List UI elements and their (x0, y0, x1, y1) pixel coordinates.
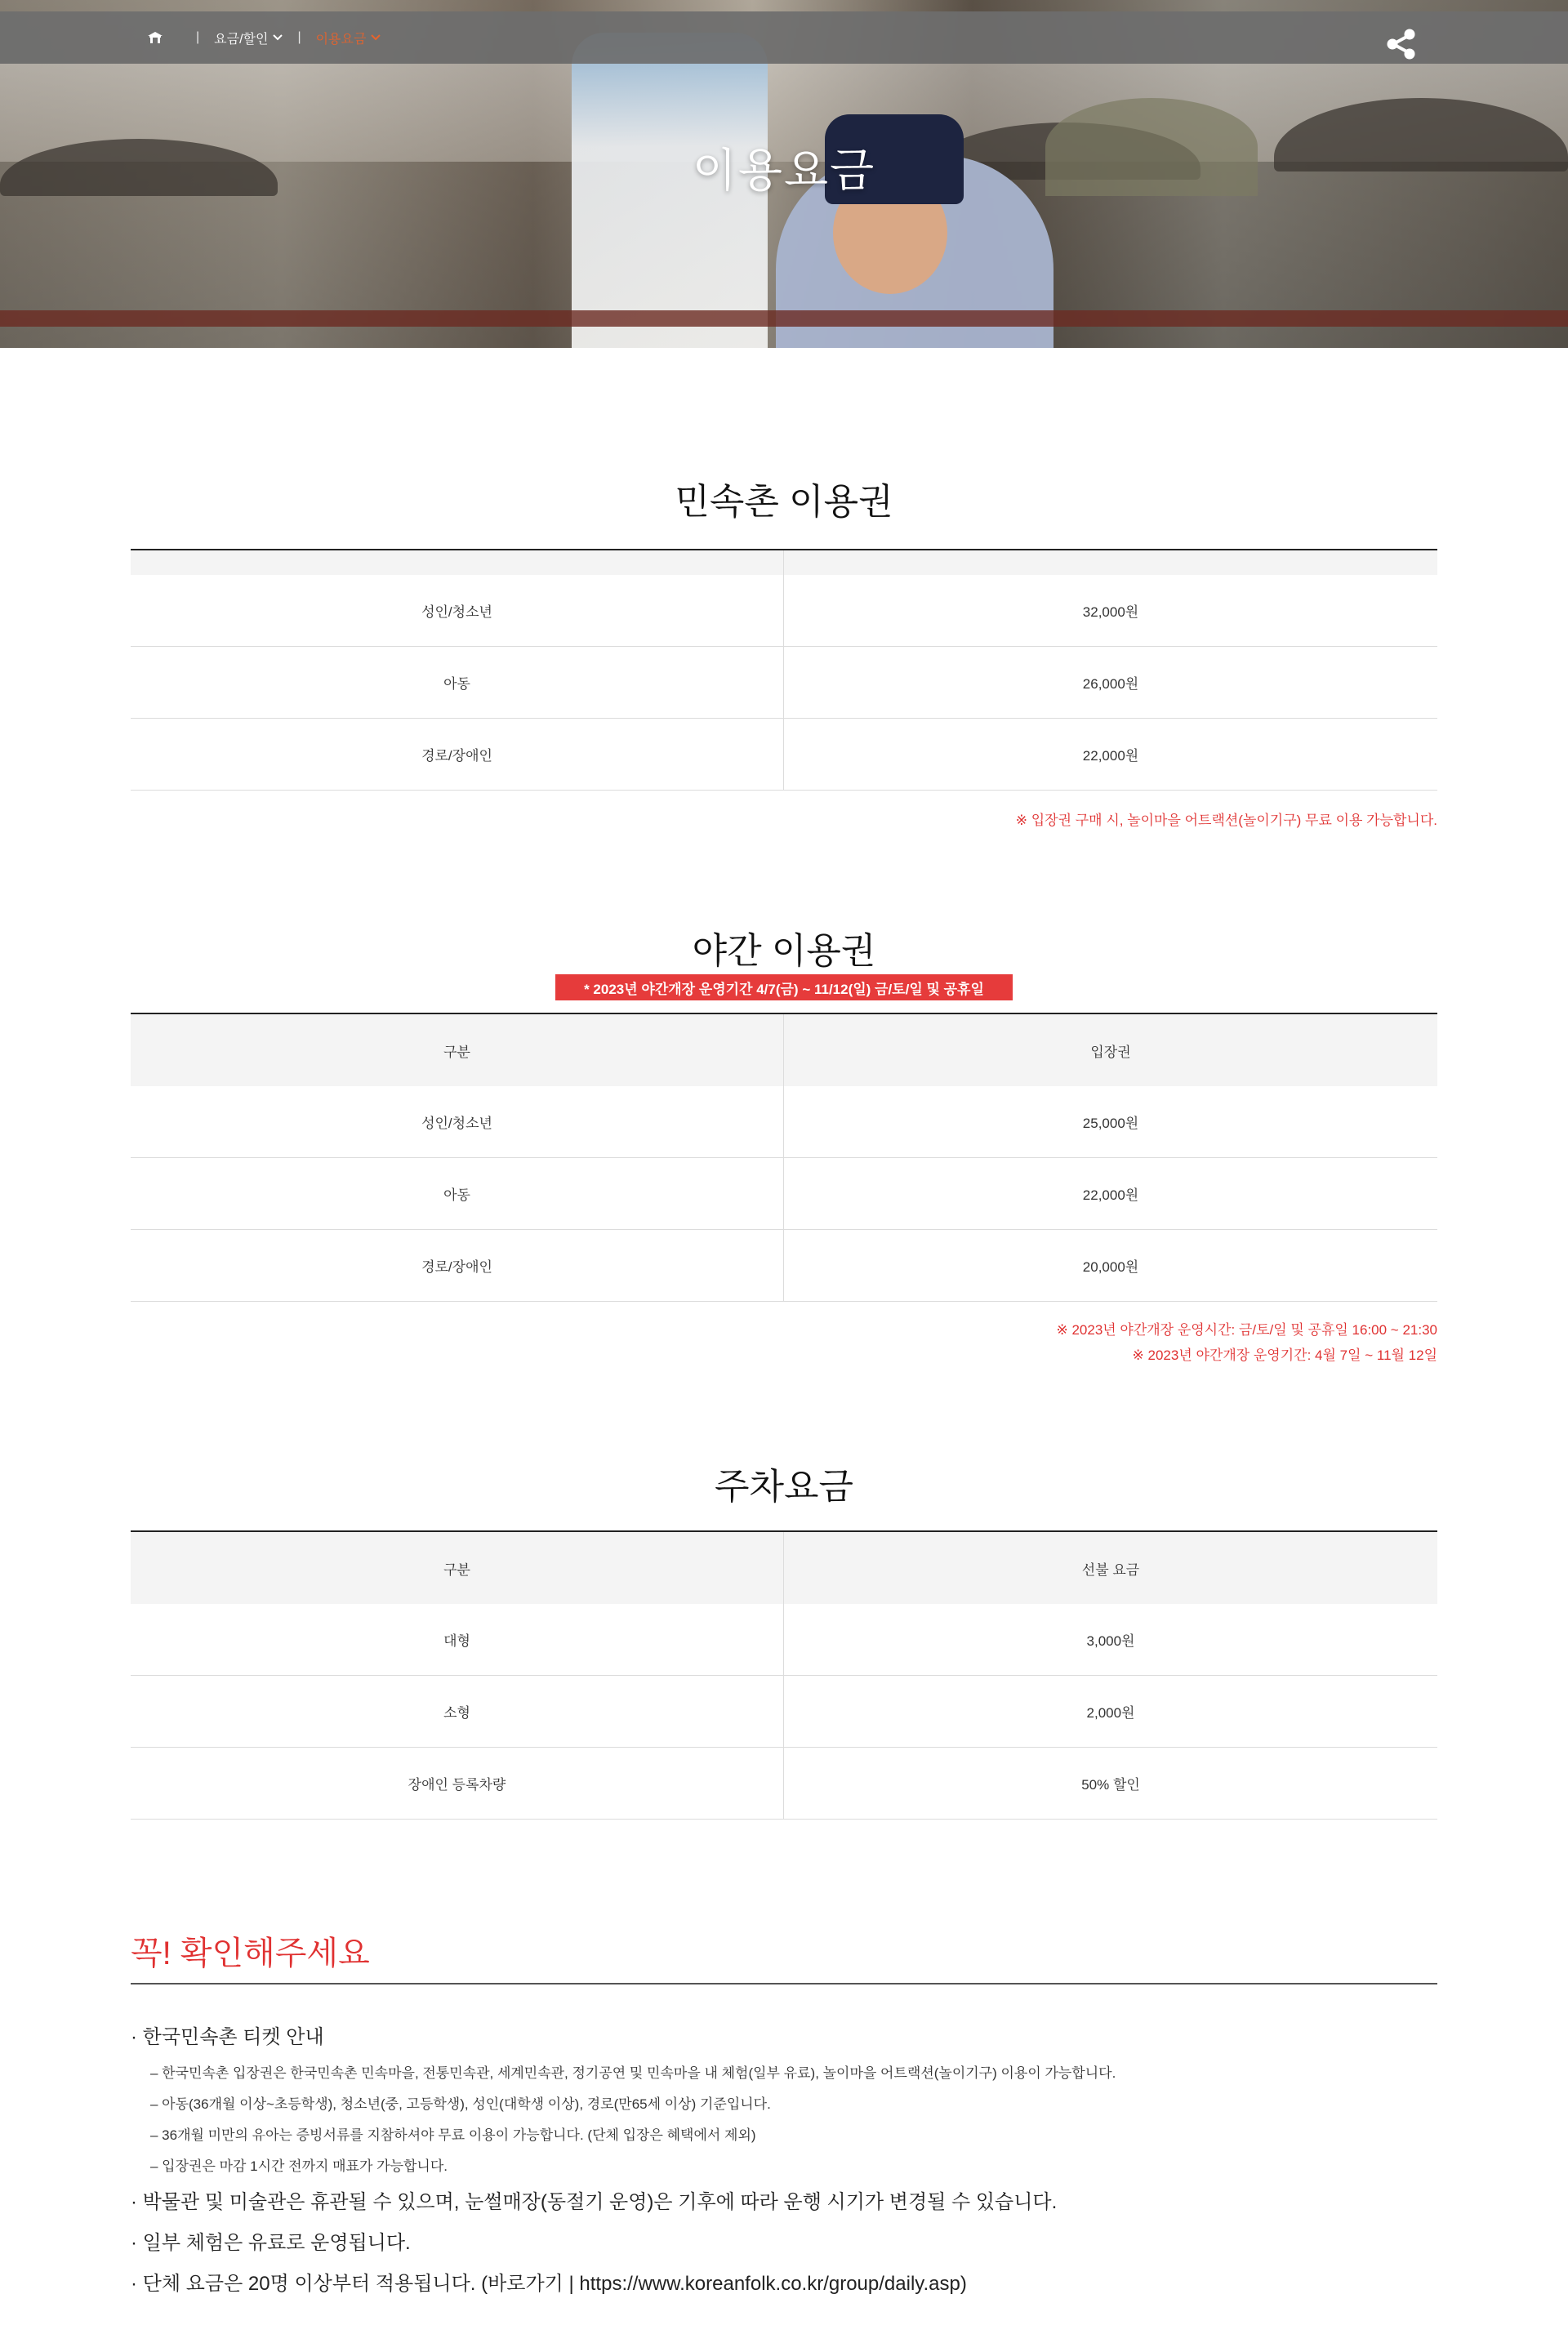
breadcrumb-item-usage-fee[interactable] (316, 29, 381, 47)
folk-pass-title: 민속촌 이용권 (675, 482, 893, 522)
table-cell-category: 경로/장애인 (131, 719, 784, 790)
table-header-cell: 선불 요금 (1081, 1561, 1140, 1578)
notice-item: · 한국민속촌 티켓 안내 (131, 2026, 324, 2048)
breadcrumb-separator: | (196, 30, 200, 44)
night-pass-note: ※ 2023년 야간개장 운영시간: 금/토/일 및 공휴일 16:00 ~ 21:30 (1056, 1322, 1437, 1338)
table-cell-price: 32,000원 (1082, 604, 1139, 620)
table-header-row (131, 1014, 1437, 1086)
table-row (131, 1230, 1437, 1302)
chevron-down-icon (371, 34, 381, 41)
table-cell-price: 22,000원 (1082, 748, 1139, 764)
table-header-cell: 구분 (131, 1014, 784, 1086)
table-cell-category: 대형 (131, 1604, 784, 1675)
table-row (131, 1158, 1437, 1230)
table-cell-price: 2,000원 (1086, 1705, 1135, 1721)
breadcrumb-item-label: 요금/할인 (214, 32, 269, 47)
table-row (131, 1676, 1437, 1748)
folk-pass-table (131, 549, 1437, 791)
parking-title: 주차요금 (714, 1467, 853, 1507)
table-cell-category: 장애인 등록차량 (131, 1748, 784, 1819)
table-cell-price: 3,000원 (1086, 1633, 1135, 1649)
table-header-row (131, 550, 1437, 575)
breadcrumb-item-fees[interactable] (214, 29, 283, 47)
notice-title: 꼭! 확인해주세요 (131, 1936, 370, 1971)
table-header-cell (784, 550, 1437, 575)
breadcrumb-separator: | (297, 30, 301, 44)
table-cell-category: 아동 (131, 1158, 784, 1229)
night-pass-badge: * 2023년 야간개장 운영기간 4/7(금) ~ 11/12(일) 금/토/일 및 공휴일 (555, 974, 1013, 1000)
table-cell-category: 경로/장애인 (131, 1230, 784, 1301)
table-cell-price: 22,000원 (1082, 1187, 1139, 1203)
notice-item: · 박물관 및 미술관은 휴관될 수 있으며, 눈썰매장(동절기 운영)은 기후에 따라 운행 시기가 변경될 수 있습니다. (131, 2191, 1058, 2213)
table-cell-category: 성인/청소년 (131, 1086, 784, 1157)
notice-subitem: – 36개월 미만의 유아는 증빙서류를 지참하셔야 무료 이용이 가능합니다. (단체 입장은 혜택에서 제외) (150, 2127, 756, 2143)
table-cell-category: 아동 (131, 647, 784, 718)
table-row (131, 719, 1437, 791)
notice-subitem: – 입장권은 마감 1시간 전까지 매표가 가능합니다. (150, 2158, 448, 2174)
table-cell-price: 26,000원 (1082, 676, 1139, 692)
breadcrumb-bar (0, 11, 1568, 64)
table-row (131, 1086, 1437, 1158)
folk-pass-note: ※ 입장권 구매 시, 놀이마을 어트랙션(놀이기구) 무료 이용 가능합니다. (1015, 813, 1437, 828)
table-row (131, 575, 1437, 647)
hero-banner (0, 0, 1568, 348)
table-row (131, 647, 1437, 719)
hero-fence (0, 310, 1568, 327)
notice-item-group-link[interactable]: · 단체 요금은 20명 이상부터 적용됩니다. (바로가기 | https://www.koreanfolk.co.kr/group/daily.asp) (131, 2273, 967, 2295)
notice-divider (131, 1983, 1437, 1984)
parking-table (131, 1530, 1437, 1820)
table-header-cell: 입장권 (1090, 1044, 1131, 1060)
table-row (131, 1748, 1437, 1820)
chevron-down-icon (273, 34, 283, 41)
share-icon[interactable] (1383, 26, 1419, 62)
night-pass-title: 야간 이용권 (692, 931, 876, 971)
table-header-cell: 구분 (131, 1532, 784, 1604)
page-title: 이용요금 (692, 145, 876, 196)
table-cell-price: 25,000원 (1082, 1116, 1139, 1131)
breadcrumb (147, 11, 381, 64)
table-cell-price: 20,000원 (1082, 1259, 1139, 1275)
notice-subitem: – 아동(36개월 이상~초등학생), 청소년(중, 고등학생), 성인(대학생 이상), 경로(만65세 이상) 기준입니다. (150, 2096, 771, 2112)
notice-item: · 일부 체험은 유료로 운영됩니다. (131, 2232, 411, 2254)
notice-list (131, 2017, 1437, 2305)
night-pass-table (131, 1013, 1437, 1302)
home-icon[interactable] (147, 31, 163, 44)
table-cell-price: 50% 할인 (1081, 1777, 1140, 1793)
table-cell-category: 성인/청소년 (131, 575, 784, 646)
night-pass-note: ※ 2023년 야간개장 운영기간: 4월 7일 ~ 11월 12일 (1132, 1348, 1437, 1363)
table-row (131, 1604, 1437, 1676)
breadcrumb-item-label: 이용요금 (315, 32, 367, 47)
table-header-cell (131, 550, 784, 575)
table-header-row (131, 1532, 1437, 1604)
table-cell-category: 소형 (131, 1676, 784, 1747)
notice-subitem: – 한국민속촌 입장권은 한국민속촌 민속마을, 전통민속관, 세계민속관, 정기공연 및 민속마을 내 체험(일부 유료), 놀이마을 어트랙션(놀이기구) 이용이 가능합니다. (150, 2065, 1116, 2081)
